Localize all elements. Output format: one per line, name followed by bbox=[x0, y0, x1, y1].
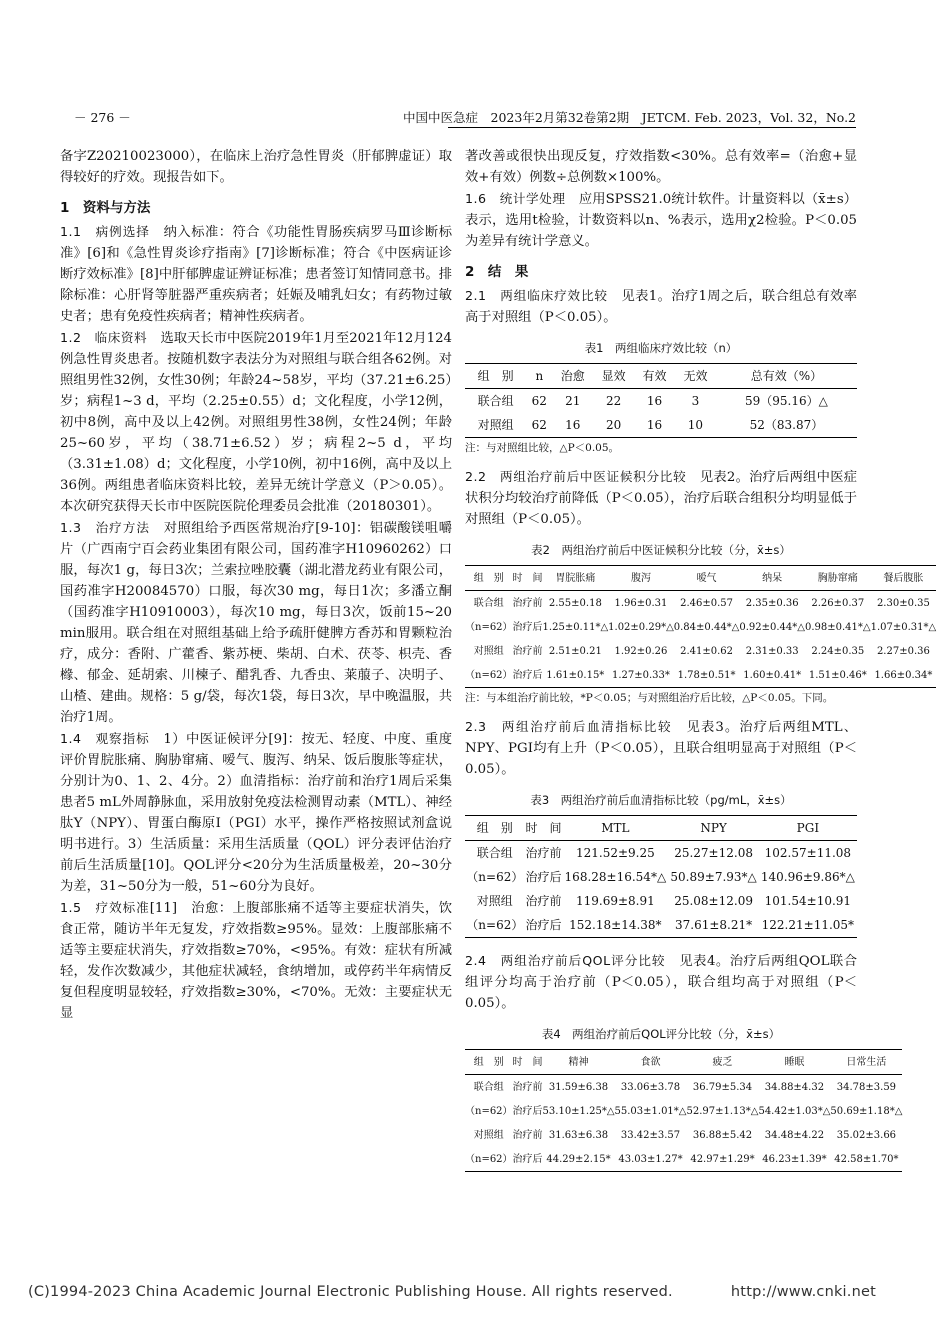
page-number: － 276 － bbox=[74, 110, 131, 125]
table-cell: 46.23±1.39* bbox=[762, 1153, 827, 1165]
table-row bbox=[465, 913, 857, 938]
table-cell: 联合组 bbox=[473, 1081, 504, 1093]
table-cell: 治疗前 bbox=[525, 845, 562, 860]
para-1-5-title: 1.5 疗效标准 bbox=[60, 900, 150, 915]
table-header-row bbox=[465, 566, 936, 591]
para-2-4-title: 2.4 两组治疗前后QOL评分比较 bbox=[465, 953, 666, 968]
table-cell: 2.24±0.35 bbox=[811, 645, 865, 657]
para-1-2 bbox=[60, 327, 452, 517]
para-2-2-title: 2.2 两组治疗前后中医证候积分比较 bbox=[465, 469, 687, 484]
table-cell: （n=62） bbox=[465, 1153, 513, 1165]
table-4-caption: 表4 两组治疗前后QOL评分比较（分，x̄±s） bbox=[541, 1027, 781, 1041]
para-1-1-title: 1.1 病例选择 bbox=[60, 224, 150, 239]
table-cell: 治疗前 bbox=[512, 1129, 543, 1141]
table-cell: 34.88±4.32 bbox=[764, 1081, 825, 1093]
table-cell: 22 bbox=[606, 393, 622, 408]
table-cell: 10 bbox=[687, 417, 704, 432]
para-2-2 bbox=[465, 466, 857, 530]
para-2-1 bbox=[465, 285, 857, 328]
table-header-cell: 组 别 bbox=[473, 572, 504, 584]
table-header-cell: 腹泻 bbox=[630, 572, 651, 584]
table-cell: 2.27±0.36 bbox=[876, 645, 930, 657]
table-cell: （n=62） bbox=[465, 669, 513, 681]
table-cell: 152.18±14.38* bbox=[569, 917, 662, 932]
table-cell: 0.84±0.44*△ bbox=[673, 621, 740, 633]
table-header-row bbox=[465, 1050, 902, 1075]
table-header-cell: 胸胁窜痛 bbox=[817, 572, 858, 584]
table-cell: 20 bbox=[606, 417, 622, 432]
table-row bbox=[465, 615, 936, 639]
para-2-4-text: 见表4。治疗后两组QOL联合组评分均高于治疗前（P＜0.05），联合组均高于对照组（P＜0.05）。 bbox=[465, 954, 858, 1011]
para-1-1 bbox=[60, 221, 452, 327]
table-cell: 治疗后 bbox=[512, 1105, 543, 1117]
table-cell: 119.69±8.91 bbox=[575, 893, 655, 908]
intro-paragraph: 备字Z20210023000），在临床上治疗急性胃炎（肝郁脾虚证）取得较好的疗效。现报告如下。 bbox=[60, 149, 452, 185]
table-cell: 2.41±0.62 bbox=[680, 645, 734, 657]
table-cell: （n=62） bbox=[465, 621, 513, 633]
table-cell: （n=62） bbox=[466, 917, 524, 932]
journal-info: 中国中医急症 2023年2月第32卷第2期 JETCM. Feb. 2023，Vol. 32，No.2 bbox=[403, 110, 856, 125]
para-1-4 bbox=[60, 728, 452, 897]
table-cell: 34.78±3.59 bbox=[836, 1081, 897, 1093]
table-1 bbox=[465, 363, 857, 438]
table-header-cell: 组 别 bbox=[477, 368, 514, 383]
table-cell: 对照组 bbox=[473, 645, 504, 657]
table-header-cell: 胃脘胀痛 bbox=[555, 572, 596, 584]
table-cell: 1.78±0.51* bbox=[677, 669, 736, 681]
table-cell: 1.51±0.46* bbox=[808, 669, 867, 681]
table-header-cell: 治愈 bbox=[560, 368, 585, 383]
table-cell: 3 bbox=[691, 393, 700, 408]
right-column bbox=[465, 146, 937, 1172]
table-cell: 2.35±0.36 bbox=[745, 597, 799, 609]
table-cell: 治疗前 bbox=[525, 893, 562, 908]
footer-copyright: (C)1994-2023 China Academic Journal Electronic Publishing House. All rights reserved. bbox=[28, 1284, 673, 1300]
table-cell: 36.88±5.42 bbox=[692, 1129, 753, 1141]
table-2 bbox=[465, 565, 936, 688]
table-header-cell: 有效 bbox=[642, 368, 667, 383]
table-3-caption: 表3 两组治疗前后血清指标比较（pg/mL，x̄±s） bbox=[530, 793, 792, 807]
table-header-cell: 时 间 bbox=[512, 1056, 543, 1068]
table-header-row bbox=[465, 816, 857, 841]
table-header-cell: 组 别 bbox=[476, 820, 513, 835]
para-2-1-title: 2.1 两组临床疗效比较 bbox=[465, 288, 608, 303]
table-header-cell: n bbox=[535, 368, 544, 383]
table-row bbox=[465, 389, 857, 414]
table-header-cell: 显效 bbox=[601, 368, 626, 383]
table-cell: 42.97±1.29* bbox=[690, 1153, 755, 1165]
table-cell: 31.63±6.38 bbox=[548, 1129, 609, 1141]
table-cell: 34.48±4.22 bbox=[764, 1129, 825, 1141]
table-1-caption: 表1 两组临床疗效比较（n） bbox=[584, 341, 738, 355]
table-cell: 16 bbox=[646, 417, 663, 432]
table-cell: 1.25±0.11*△ bbox=[542, 621, 609, 633]
table-cell: 50.69±1.18*△ bbox=[830, 1105, 903, 1117]
table-cell: 16 bbox=[565, 417, 581, 432]
table-header-cell: 总有效（%） bbox=[750, 368, 823, 383]
section-2-heading: 2 结 果 bbox=[465, 264, 529, 280]
table-header-cell: 时 间 bbox=[525, 820, 562, 835]
table-cell: 25.27±12.08 bbox=[674, 845, 753, 860]
table-cell: 168.28±16.54*△ bbox=[564, 869, 667, 884]
table-2-caption: 表2 两组治疗前后中医证候积分比较（分，x̄±s） bbox=[531, 543, 791, 557]
para-2-3 bbox=[465, 716, 857, 780]
table-cell: 治疗后 bbox=[525, 869, 562, 884]
para-1-3 bbox=[60, 517, 452, 728]
table-cell: 治疗前 bbox=[512, 645, 543, 657]
table-cell: 1.66±0.34* bbox=[874, 669, 933, 681]
table-cell: 33.06±3.78 bbox=[620, 1081, 681, 1093]
table-cell: 联合组 bbox=[477, 393, 514, 408]
table-cell: 联合组 bbox=[476, 845, 513, 860]
table-cell: 对照组 bbox=[473, 1129, 504, 1141]
table-header-cell: 食欲 bbox=[640, 1056, 661, 1068]
table-cell: 16 bbox=[646, 393, 663, 408]
table-row bbox=[465, 1075, 902, 1100]
para-1-1-text: 纳入标准：符合《功能性胃肠疾病罗马Ⅲ诊断标准》[6]和《急性胃炎诊疗指南》[7]诊断标准；符合《中医病证诊断疗效标准》[8]中肝郁脾虚证辨证标准；患者签订知情同意书。排除标准：心肝肾等脏器严重疾病者；妊娠及哺乳妇女；有药物过敏史者；患有免疫性疾病者；精神性疾病者。 bbox=[60, 225, 452, 324]
table-cell: 2.46±0.57 bbox=[680, 597, 734, 609]
para-2-2-text: 见表2。治疗后两组中医症状积分均较治疗前降低（P＜0.05），治疗后联合组积分均明显低于对照组（P＜0.05）。 bbox=[465, 470, 858, 527]
table-row bbox=[465, 865, 857, 889]
table-cell: （n=62） bbox=[466, 869, 524, 884]
table-cell: 54.42±1.03*△ bbox=[758, 1105, 831, 1117]
table-cell: 140.96±9.86*△ bbox=[760, 869, 855, 884]
table-cell: 52（83.87） bbox=[749, 417, 824, 432]
footer bbox=[28, 1284, 928, 1300]
table-row bbox=[465, 889, 857, 913]
table-cell: 1.92±0.26 bbox=[614, 645, 668, 657]
table-cell: 1.61±0.15* bbox=[546, 669, 605, 681]
table-cell: 0.98±0.41*△ bbox=[804, 621, 871, 633]
table-header-cell: 餐后腹胀 bbox=[883, 572, 924, 584]
table-row bbox=[465, 639, 936, 663]
table-cell: 0.92±0.44*△ bbox=[739, 621, 805, 633]
table-row bbox=[465, 1123, 902, 1147]
table-cell: 2.51±0.21 bbox=[548, 645, 602, 657]
table-cell: 43.03±1.27* bbox=[618, 1153, 683, 1165]
table-cell: 50.89±7.93*△ bbox=[670, 869, 757, 884]
table-cell: 121.52±9.25 bbox=[575, 845, 655, 860]
para-1-3-title: 1.3 治疗方法 bbox=[60, 520, 150, 535]
table-header-cell: 无效 bbox=[683, 368, 708, 383]
table-header-cell: 睡眠 bbox=[784, 1056, 805, 1068]
table-cell: 101.54±10.91 bbox=[764, 893, 852, 908]
para-1-6 bbox=[465, 188, 857, 252]
table-cell: 36.79±5.34 bbox=[692, 1081, 753, 1093]
table-cell: 37.61±8.21* bbox=[675, 917, 753, 932]
table-cell: 1.96±0.31 bbox=[614, 597, 668, 609]
header-rule bbox=[448, 127, 856, 128]
footer-url[interactable]: http://www.cnki.net bbox=[730, 1284, 876, 1300]
para-1-3-text: 对照组给予西医常规治疗[9-10]：铝碳酸镁咀嚼片（广西南宁百会药业集团有限公司，国药准字H10960262）口服，每次1 g，每日3次；兰索拉唑胶囊（湖北潜龙药业有限公司，国药准字H20084570）口服，每次30 mg，每日1次；多潘立酮（国药准字H10910003），每次10 mg，每日3次，饭前15~20 min服用。联合组在对照组基础上给予疏肝健脾方香苏和胃颗粒治疗，成分：香附、广藿香、紫苏梗、柴胡、白术、茯苓、枳壳、香橼、郁金、延胡索、川楝子、醋乳香、九香虫、莱菔子、决明子、山楂、建曲。规格：5 g/袋，每次1袋，每日3次，早中晚温服，共治疗1周。 bbox=[60, 521, 452, 725]
table-cell: 62 bbox=[531, 393, 547, 408]
table-cell: 25.08±12.09 bbox=[674, 893, 753, 908]
table-cell: 治疗后 bbox=[512, 1153, 543, 1165]
table-cell: 62 bbox=[531, 417, 547, 432]
table-cell: 对照组 bbox=[477, 417, 514, 432]
para-1-5 bbox=[60, 897, 452, 1024]
table-cell: 治疗后 bbox=[525, 917, 562, 932]
table-cell: 52.97±1.13*△ bbox=[686, 1105, 759, 1117]
table-cell: 治疗前 bbox=[512, 597, 543, 609]
table-header-cell: 疲乏 bbox=[712, 1056, 733, 1068]
table-header-cell: 精神 bbox=[568, 1056, 589, 1068]
running-header bbox=[60, 108, 856, 128]
table-cell: 1.02±0.29*△ bbox=[608, 621, 674, 633]
table-row bbox=[465, 413, 857, 438]
table-cell: 治疗前 bbox=[512, 1081, 543, 1093]
table-row bbox=[465, 663, 936, 688]
table-cell: 1.60±0.41* bbox=[743, 669, 802, 681]
table-header-row bbox=[465, 364, 857, 389]
table-cell: 42.58±1.70* bbox=[834, 1153, 899, 1165]
para-1-5-cont: 著改善或很快出现反复，疗效指数<30%。总有效率=（治愈+显效+有效）例数÷总例数×100%。 bbox=[465, 149, 857, 185]
table-cell: 31.59±6.38 bbox=[548, 1081, 609, 1093]
para-1-5-text: [11] 治愈：上腹部胀痛不适等主要症状消失，饮食正常，随访半年无复发，疗效指数≥95%。显效：上腹部胀痛不适等主要症状消失，疗效指数≥70%，<95%。有效：症状有所减轻，发作次数减少，其他症状减轻，食纳增加，或停药半年病情反复但程度明显较轻，疗效指数≥30%，<70%。无效：主要症状无显 bbox=[60, 901, 453, 1021]
table-cell: 122.21±11.05* bbox=[761, 917, 855, 932]
table-row bbox=[465, 591, 936, 616]
left-column bbox=[60, 146, 452, 1024]
table-cell: 2.26±0.37 bbox=[811, 597, 865, 609]
table-cell: （n=62） bbox=[465, 1105, 513, 1117]
table-cell: 55.03±1.01*△ bbox=[614, 1105, 687, 1117]
table-header-cell: 纳呆 bbox=[762, 572, 783, 584]
table-header-cell: PGⅠ bbox=[796, 820, 820, 835]
table-cell: 1.07±0.31*△ bbox=[870, 621, 937, 633]
table-3 bbox=[465, 815, 857, 938]
table-cell: 21 bbox=[565, 393, 581, 408]
table-cell: 53.10±1.25*△ bbox=[542, 1105, 615, 1117]
table-row bbox=[465, 841, 857, 866]
table-header-cell: MTL bbox=[601, 820, 630, 835]
table-cell: 102.57±11.08 bbox=[764, 845, 852, 860]
table-2-note: 注：与本组治疗前比较，*P＜0.05；与对照组治疗后比较，△P＜0.05。下同。 bbox=[465, 692, 834, 704]
para-2-1-text: 见表1。治疗1周之后，联合组总有效率高于对照组（P＜0.05）。 bbox=[465, 289, 858, 325]
table-header-cell: NPY bbox=[700, 820, 727, 835]
table-1-note: 注：与对照组比较，△P＜0.05。 bbox=[465, 442, 620, 454]
table-cell: 治疗后 bbox=[512, 621, 543, 633]
table-cell: 对照组 bbox=[476, 893, 513, 908]
table-cell: 35.02±3.66 bbox=[836, 1129, 897, 1141]
para-2-3-text: 见表3。治疗后两组MTL、NPY、PGⅠ均有上升（P＜0.05），且联合组明显高于对照组（P＜0.05）。 bbox=[465, 720, 858, 777]
table-header-cell: 时 间 bbox=[512, 572, 543, 584]
section-1-heading: 1 资料与方法 bbox=[60, 200, 151, 216]
table-header-cell: 日常生活 bbox=[846, 1056, 887, 1068]
table-cell: 联合组 bbox=[473, 597, 504, 609]
table-cell: 治疗后 bbox=[512, 669, 543, 681]
table-row bbox=[465, 1147, 902, 1172]
table-cell: 1.27±0.33* bbox=[612, 669, 670, 681]
table-cell: 33.42±3.57 bbox=[620, 1129, 681, 1141]
para-1-6-title: 1.6 统计学处理 bbox=[465, 191, 566, 206]
table-cell: 59（95.16）△ bbox=[745, 393, 828, 408]
para-1-4-text: 1）中医证候评分[9]：按无、轻度、中度、重度评价胃脘胀痛、胸胁窜痛、嗳气、腹泻、纳呆、饭后腹胀等症状，分别计为0、1、2、4分。2）血清指标：治疗前和治疗1周后采集患者5 mL外周静脉血，采用放射免疫法检测胃动素（MTL）、神经肽Y（NPY）、胃蛋白酶原Ⅰ（PGⅠ）水平，操作严格按照试剂盒说明书进行。3）生活质量：采用生活质量（QOL）评分表评估治疗前后生活质量[10]。QOL评分<20分为生活质量极差，20~30分为差，31~50分为一般，51~60分为良好。 bbox=[60, 732, 453, 894]
para-2-3-title: 2.3 两组治疗前后血清指标比较 bbox=[465, 719, 673, 734]
table-row bbox=[465, 1099, 902, 1123]
table-4 bbox=[465, 1049, 902, 1172]
table-header-cell: 嗳气 bbox=[696, 572, 717, 584]
para-2-4 bbox=[465, 950, 857, 1014]
para-1-6-text: 应用SPSS21.0统计软件。计量资料以（x̄±s）表示，选用t检验，计数资料以n、%表示，选用χ2检验。P＜0.05为差异有统计学意义。 bbox=[465, 192, 857, 249]
table-header-cell: 组 别 bbox=[473, 1056, 504, 1068]
table-cell: 2.55±0.18 bbox=[548, 597, 602, 609]
para-1-2-title: 1.2 临床资料 bbox=[60, 330, 148, 345]
para-1-4-title: 1.4 观察指标 bbox=[60, 731, 150, 746]
para-1-2-text: 选取天长市中医院2019年1月至2021年12月124例急性胃炎患者。按随机数字表法分为对照组与联合组各62例。对照组男性32例，女性30例；年龄24~58岁，平均（37.21±6.25）岁；病程1~3 d，平均（2.25±0.55）d；文化程度，小学12例，初中8例，高中及以上42例。对照组男性38例，女性24例；年龄25~60岁，平均（38.71±6.52）岁；病程2~5 d，平均（3.31±1.08）d；文化程度，小学10例，初中16例，高中及以上36例。两组患者临床资料比较，差异无统计学意义（P＞0.05）。本次研究获得天长市中医院医院伦理委员会批准（20180301）。 bbox=[60, 331, 453, 514]
table-cell: 2.30±0.35 bbox=[876, 597, 930, 609]
table-cell: 2.31±0.33 bbox=[745, 645, 799, 657]
table-cell: 44.29±2.15* bbox=[546, 1153, 611, 1165]
